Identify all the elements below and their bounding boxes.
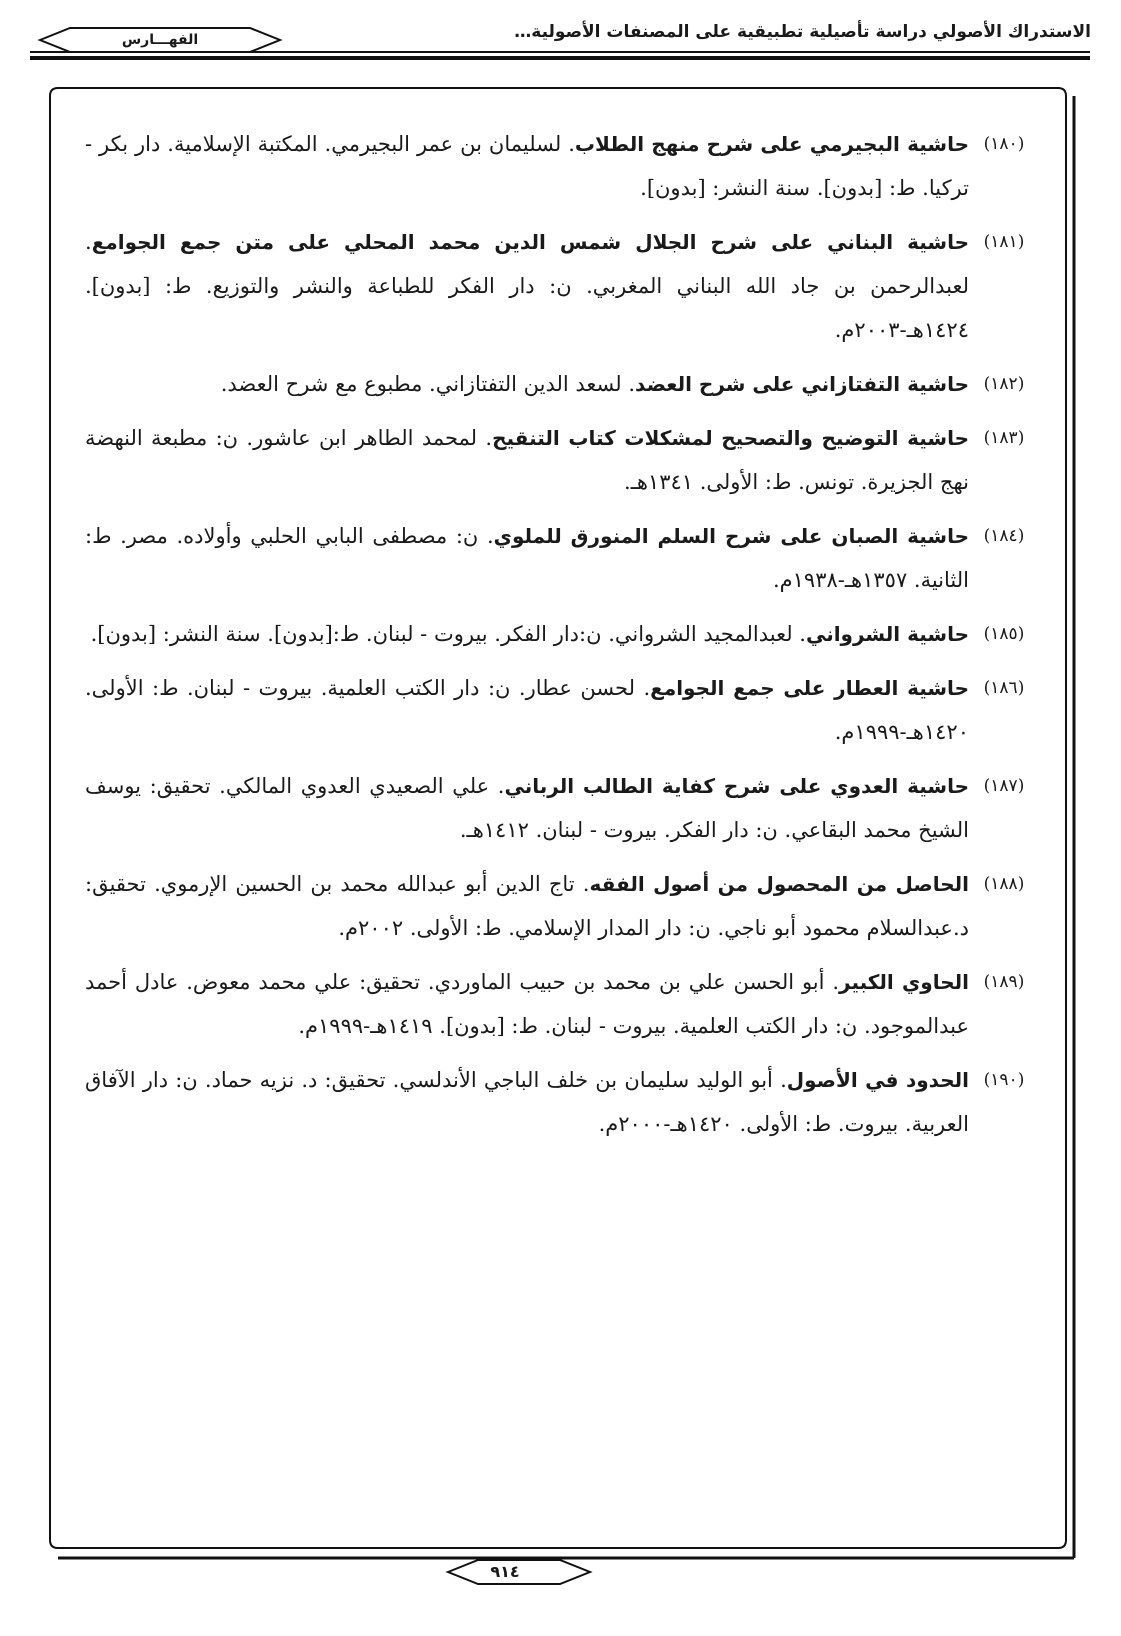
entry-number: (١٨٨): [983, 874, 1025, 894]
entry-number: (١٩٠): [983, 1070, 1025, 1090]
entry-title: حاشية العدوي على شرح كفاية الطالب الرباني: [504, 774, 969, 798]
entry-number: (١٨٣): [983, 428, 1025, 448]
entry-title: الحاصل من المحصول من أصول الفقه: [589, 872, 969, 896]
entry-details: . أبو الوليد سليمان بن خلف الباجي الأندلسي. تحقيق: د. نزيه حماد. ن: دار الآفاق العربية. بيروت. ط: الأولى. ١٤٢٠هـ-٢٠٠٠م.: [85, 1068, 969, 1136]
bibliography-entry: [85, 362, 1035, 406]
entry-details: . تاج الدين أبو عبدالله محمد بن الحسين الإرموي. تحقيق: د.عبدالسلام محمود أبو ناجي. ن: دار المدار الإسلامي. ط: الأولى. ٢٠٠٢م.: [85, 872, 969, 940]
page-number: ٩١٤: [490, 1562, 520, 1581]
bibliography-entry: [85, 960, 1035, 1048]
entry-number: (١٨١): [983, 232, 1025, 252]
entry-details: . لمحمد الطاهر ابن عاشور. ن: مطبعة النهضة نهج الجزيرة. تونس. ط: الأولى. ١٣٤١هـ.: [85, 426, 969, 494]
entry-details: . ن: مصطفى البابي الحلبي وأولاده. مصر. ط: الثانية. ١٣٥٧هـ-١٩٣٨م.: [85, 524, 969, 592]
entry-title: الحاوي الكبير: [839, 970, 969, 994]
bibliography-entry: [85, 666, 1035, 754]
bibliography-list: [85, 122, 1035, 1156]
entry-title: حاشية التوضيح والتصحيح لمشكلات كتاب التنقيح: [492, 426, 969, 450]
entry-title: حاشية العطار على جمع الجوامع: [650, 676, 969, 700]
bibliography-entry: [85, 514, 1035, 602]
entry-details: . لعبدالرحمن بن جاد الله البناني المغربي. ن: دار الفكر للطباعة والنشر والتوزيع. ط: [بدون]. ١٤٢٤هـ-٢٠٠٣م.: [85, 230, 969, 342]
entry-title: حاشية التفتازاني على شرح العضد: [635, 372, 969, 396]
entry-details: . علي الصعيدي العدوي المالكي. تحقيق: يوسف الشيخ محمد البقاعي. ن: دار الفكر. بيروت - لبنان. ١٤١٢هـ.: [85, 774, 969, 842]
entry-number: (١٨٩): [983, 972, 1025, 992]
entry-title: حاشية الصبان على شرح السلم المنورق للملوي: [493, 524, 969, 548]
entry-number: (١٨٥): [983, 624, 1025, 644]
entry-title: حاشية البجيرمي على شرح منهج الطلاب: [574, 132, 969, 156]
entry-details: . لسعد الدين التفتازاني. مطبوع مع شرح العضد.: [220, 372, 636, 396]
running-head-section: الفهـــارس: [121, 32, 199, 48]
entry-details: . لعبدالمجيد الشرواني. ن:دار الفكر. بيروت - لبنان. ط:[بدون]. سنة النشر: [بدون].: [90, 622, 806, 646]
entry-details: . لحسن عطار. ن: دار الكتب العلمية. بيروت - لبنان. ط: الأولى. ١٤٢٠هـ-١٩٩٩م.: [85, 676, 969, 744]
entry-number: (١٨٠): [983, 134, 1025, 154]
entry-title: حاشية الشرواني: [805, 622, 969, 646]
bibliography-entry: [85, 612, 1035, 656]
running-head-book-title: الاستدراك الأصولي دراسة تأصيلية تطبيقية على المصنفات الأصولية…: [514, 22, 1091, 42]
entry-title: الحدود في الأصول: [786, 1068, 970, 1092]
bibliography-entry: [85, 122, 1035, 210]
bibliography-entry: [85, 764, 1035, 852]
entry-number: (١٨٧): [983, 776, 1025, 796]
bibliography-entry: [85, 416, 1035, 504]
entry-details: . أبو الحسن علي بن محمد بن حبيب الماوردي. تحقيق: علي محمد معوض. عادل أحمد عبدالموجود. ن: دار الكتب العلمية. بيروت - لبنان. ط: [بدون]. ١٤١٩هـ-١٩٩٩م.: [85, 970, 969, 1038]
entry-title: حاشية البناني على شرح الجلال شمس الدين محمد المحلي على متن جمع الجوامع: [91, 230, 969, 254]
entry-number: (١٨٢): [983, 374, 1025, 394]
entry-number: (١٨٤): [983, 526, 1025, 546]
bibliography-entry: [85, 1058, 1035, 1146]
entry-details: . لسليمان بن عمر البجيرمي. المكتبة الإسلامية. دار بكر - تركيا. ط: [بدون]. سنة النشر: [بدون].: [85, 132, 969, 200]
bibliography-entry: [85, 220, 1035, 352]
entry-number: (١٨٦): [983, 678, 1025, 698]
bibliography-entry: [85, 862, 1035, 950]
